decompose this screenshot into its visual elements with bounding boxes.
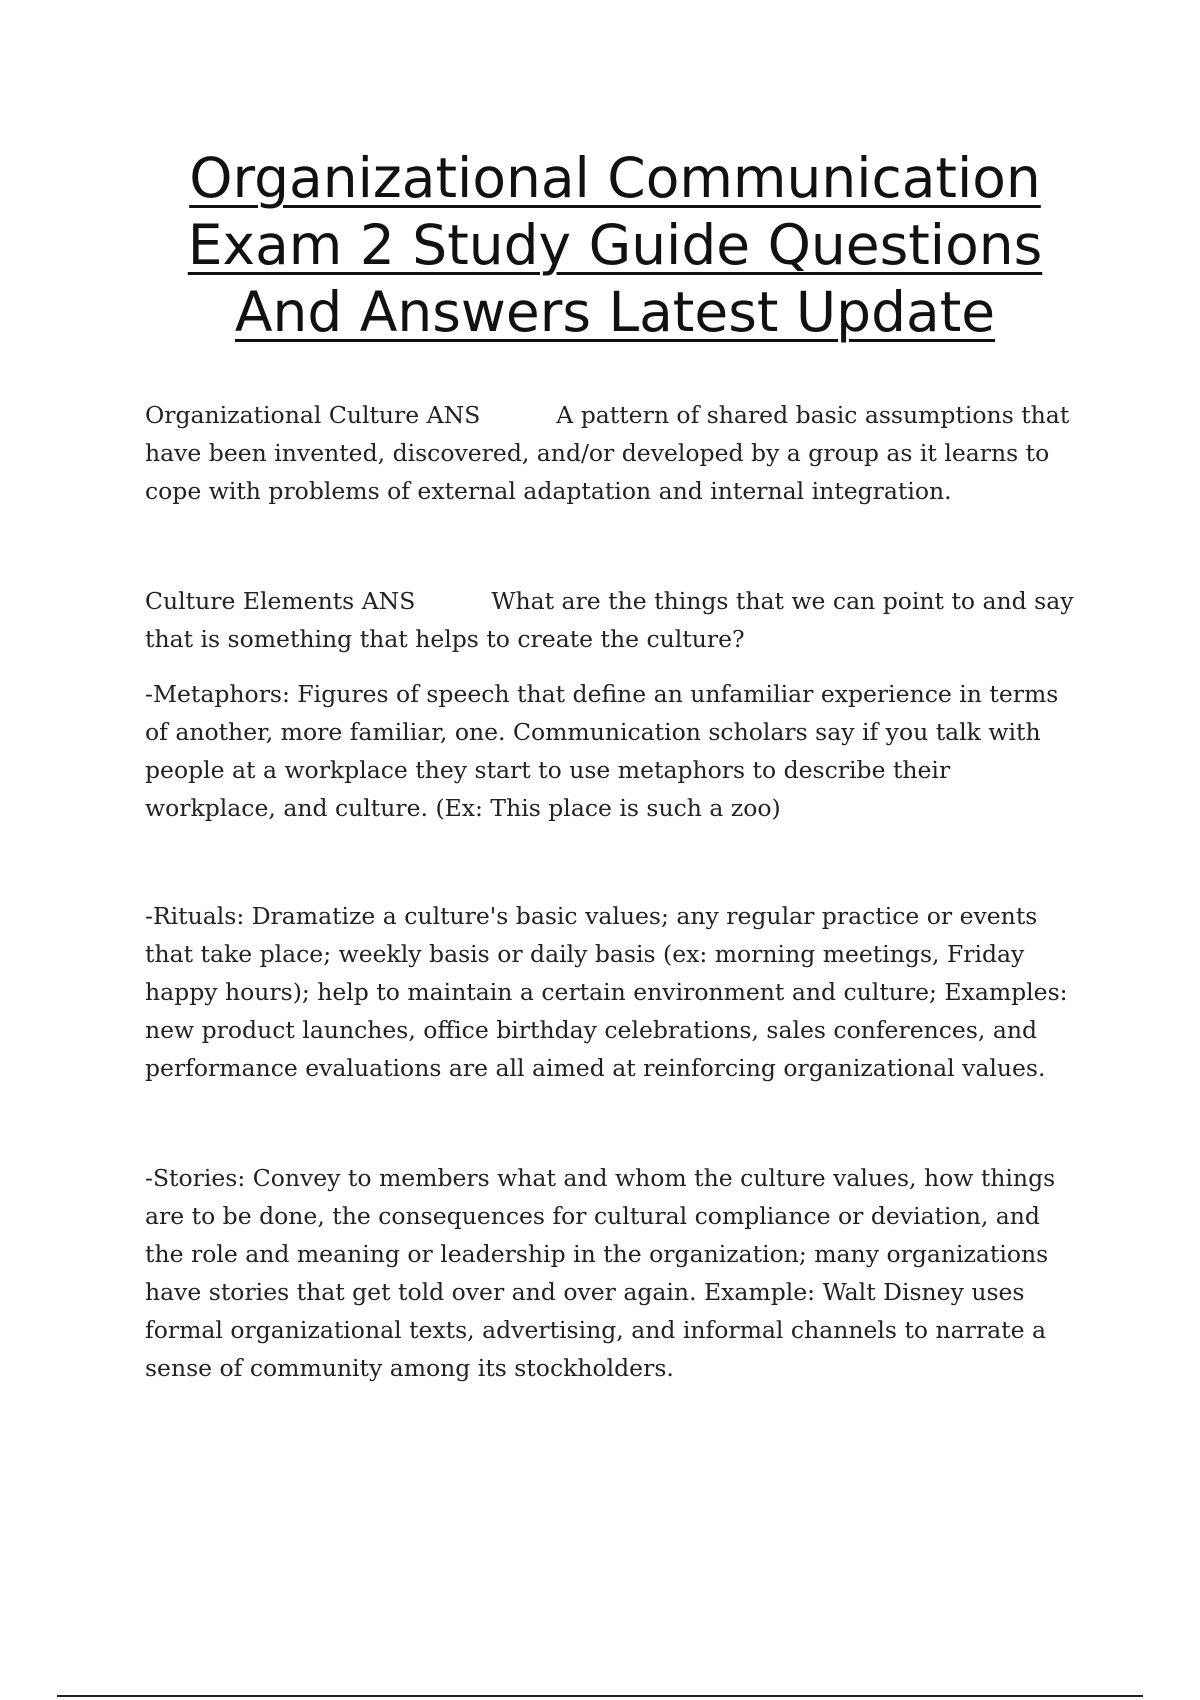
title-line-3: And Answers Latest Update <box>234 280 996 344</box>
entry-organizational-culture <box>145 396 1085 510</box>
entry-answer-continued: that is something that helps to create the culture? <box>145 625 745 653</box>
entry-answer-continued: have been invented, discovered, and/or developed by a group as it learns to cope with problems of external adaptation and internal integration. <box>145 439 1050 505</box>
entry-first-line <box>145 582 1085 620</box>
entry-culture-elements <box>145 582 1085 658</box>
entry-answer-start: What are the things that we can point to and say <box>491 587 1074 615</box>
paragraph-stories: -Stories: Convey to members what and whom the culture values, how things are to be done, the consequences for cultural compliance or deviation, and the role and meaning or leadership in the organization; many organizations have stories that get told over and over again. Example: Walt Disney uses formal organizational texts, advertising, and informal channels to narrate a sense of community among its stockholders. <box>145 1164 1056 1382</box>
entry-term: Culture Elements ANS <box>145 587 416 615</box>
entry-term: Organizational Culture ANS <box>145 401 481 429</box>
title-line-1: Organizational Communication <box>189 146 1041 210</box>
entry-answer-start: A pattern of shared basic assumptions that <box>556 401 1070 429</box>
paragraph-metaphors: -Metaphors: Figures of speech that define an unfamiliar experience in terms of another, more familiar, one. Communication scholars say if you talk with people at a workplace they start to use metaphors to describe their workplace, and culture. (Ex: This place is such a zoo) <box>145 680 1059 822</box>
title-line-2: Exam 2 Study Guide Questions <box>187 213 1043 277</box>
paragraph-rituals: -Rituals: Dramatize a culture's basic values; any regular practice or events that take place; weekly basis or daily basis (ex: morning meetings, Friday happy hours); help to maintain a certain environment and culture; Examples: new product launches, office birthday celebrations, sales conferences, and performance evaluations are all aimed at reinforcing organizational values. <box>145 902 1068 1082</box>
document-title <box>150 145 1080 346</box>
entry-first-line <box>145 396 1085 434</box>
footer-divider <box>57 1695 1143 1697</box>
